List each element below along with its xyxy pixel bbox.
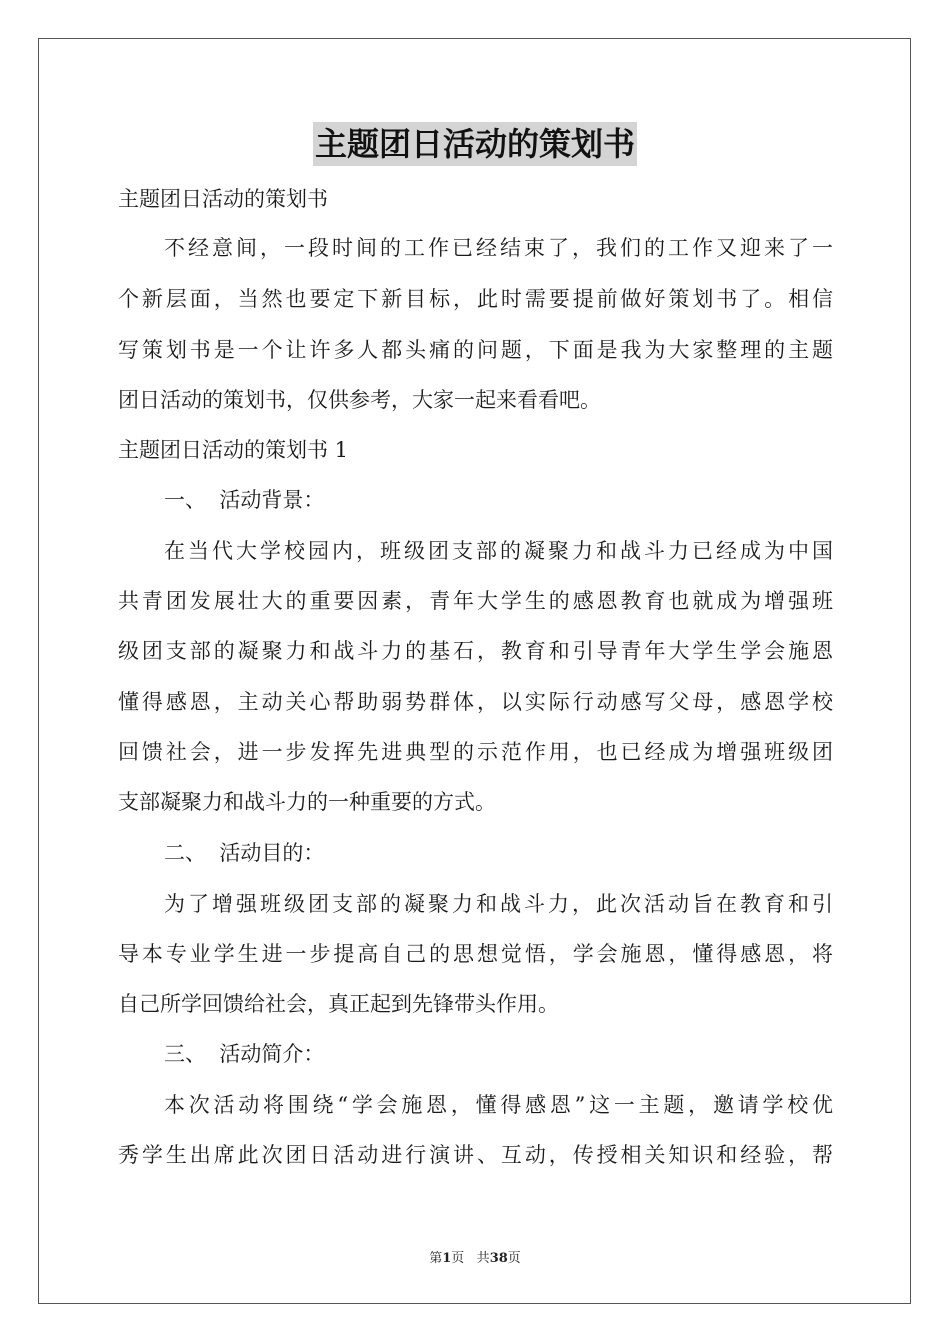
total-pages-suffix: 页 <box>507 1251 521 1266</box>
document-title: 主题团日活动的策划书 <box>313 122 637 166</box>
paragraph-line: 懂得感恩，主动关心帮助弱势群体，以实际行动感写父母，感恩学校 <box>118 690 833 714</box>
paragraph-line: 级团支部的凝聚力和战斗力的基石，教育和引导青年大学生学会施恩 <box>118 639 833 663</box>
paragraph-line: 支部凝聚力和战斗力的一种重要的方式。 <box>118 790 496 814</box>
page-footer <box>0 1250 950 1268</box>
paragraph-line: 团日活动的策划书，仅供参考，大家一起来看看吧。 <box>118 388 601 412</box>
paragraph-line: 为了增强班级团支部的凝聚力和战斗力，此次活动旨在教育和引 <box>164 892 833 916</box>
title-container <box>0 122 950 166</box>
paragraph-line: 写策划书是一个让许多人都头痛的问题，下面是我为大家整理的主题 <box>118 338 833 362</box>
subsection-heading: 二、 活动目的： <box>164 841 325 865</box>
paragraph-line: 回馈社会，进一步发挥先进典型的示范作用，也已经成为增强班级团 <box>118 740 833 764</box>
subsection-heading: 一、 活动背景： <box>164 488 325 512</box>
paragraph-line: 本次活动将围绕“学会施恩，懂得感恩”这一主题，邀请学校优 <box>164 1093 833 1117</box>
paragraph-line: 不经意间，一段时间的工作已经结束了，我们的工作又迎来了一 <box>164 236 833 260</box>
paragraph-line: 导本专业学生进一步提高自己的思想觉悟，学会施恩，懂得感恩，将 <box>118 942 833 966</box>
paragraph-line: 自己所学回馈给社会，真正起到先锋带头作用。 <box>118 992 559 1016</box>
paragraph-line: 在当代大学校园内，班级团支部的凝聚力和战斗力已经成为中国 <box>164 539 833 563</box>
paragraph-line: 秀学生出席此次团日活动进行演讲、互动，传授相关知识和经验，帮 <box>118 1143 833 1167</box>
total-pages-number: 38 <box>489 1251 508 1266</box>
paragraph-line: 共青团发展壮大的重要因素，青年大学生的感恩教育也就成为增强班 <box>118 589 833 613</box>
section-heading: 主题团日活动的策划书 1 <box>118 438 349 462</box>
total-pages-prefix: 共 <box>476 1251 490 1266</box>
current-page-number: 1 <box>442 1251 452 1266</box>
subsection-heading: 三、 活动简介： <box>164 1042 325 1066</box>
page-number-prefix: 第 <box>429 1251 443 1266</box>
subtitle-line: 主题团日活动的策划书 <box>118 187 328 211</box>
page-number-suffix: 页 <box>451 1251 465 1266</box>
paragraph-line: 个新层面，当然也要定下新目标，此时需要提前做好策划书了。相信 <box>118 287 833 311</box>
